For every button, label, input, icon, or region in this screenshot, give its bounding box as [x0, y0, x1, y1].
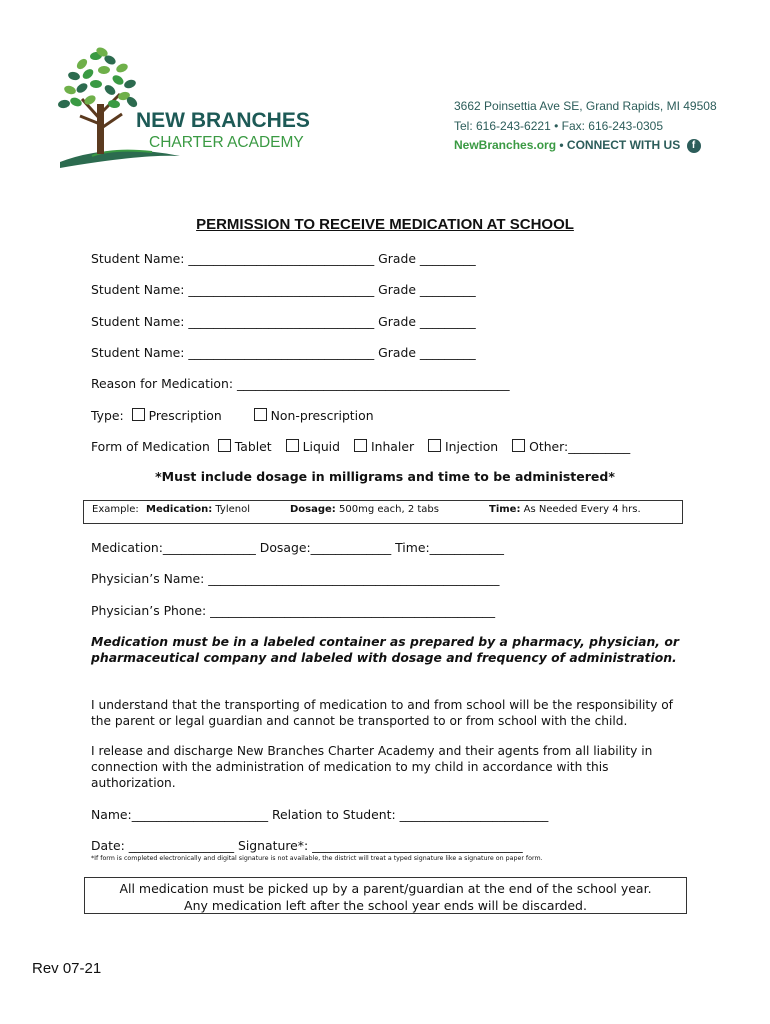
student-line-3[interactable]: Student Name: ______________________________ Grade _________	[91, 314, 476, 329]
example-time	[489, 504, 641, 515]
tablet-label: Tablet	[234, 439, 272, 454]
leaf-icon	[90, 80, 102, 88]
leaf-icon	[103, 83, 117, 97]
form-label: Form of Medication	[91, 439, 210, 454]
release-paragraph: I release and discharge New Branches Charter Academy and their agents from all liability in connection with the administration of medication to my child in accordance with this authorization.	[91, 744, 653, 790]
liquid-label: Liquid	[302, 439, 340, 454]
leaf-icon	[63, 84, 77, 95]
form-title: PERMISSION TO RECEIVE MEDICATION AT SCHOOL	[196, 216, 574, 233]
physician-name-line[interactable]: Physician’s Name: _______________________________________________	[91, 571, 500, 586]
dosage-note: *Must include dosage in milligrams and time to be administered*	[155, 469, 615, 484]
prescription-checkbox[interactable]	[132, 408, 145, 421]
leaf-icon	[81, 67, 95, 81]
reason-line[interactable]: Reason for Medication: ____________________________________________	[91, 376, 510, 391]
phone-fax: Tel: 616-243-6221 • Fax: 616-243-0305	[454, 119, 664, 133]
leaf-icon	[67, 71, 80, 81]
student-line-1[interactable]: Student Name: ______________________________ Grade _________	[91, 251, 476, 266]
pickup-notice-line-1: All medication must be picked up by a parent/guardian at the end of the school year.	[119, 881, 652, 896]
type-row	[91, 408, 374, 423]
example-time-value: As Needed Every 4 hrs.	[520, 504, 641, 515]
type-label: Type:	[91, 408, 124, 423]
other-label[interactable]: Other:__________	[529, 439, 631, 454]
leaf-icon	[123, 78, 137, 89]
leaf-icon	[115, 62, 129, 74]
injection-checkbox[interactable]	[428, 439, 441, 452]
example-time-label: Time:	[489, 504, 521, 515]
pickup-notice-line-2: Any medication left after the school year ends will be discarded.	[184, 898, 587, 913]
medication-dosage-time-line[interactable]: Medication:_______________ Dosage:_____________ Time:____________	[91, 540, 504, 555]
example-box	[83, 500, 683, 524]
non-prescription-checkbox[interactable]	[254, 408, 267, 421]
signature-footnote: *If form is completed electronically and digital signature is not available, the district will treat a typed signature like a signature on paper form.	[91, 855, 543, 862]
leaf-icon	[57, 99, 70, 109]
example-med-value: Tylenol	[212, 504, 251, 515]
address: 3662 Poinsettia Ave SE, Grand Rapids, MI 49508	[454, 99, 717, 113]
leaf-icon	[111, 73, 125, 86]
liquid-checkbox[interactable]	[286, 439, 299, 452]
example-dosage	[290, 504, 439, 515]
example-medication	[146, 504, 250, 515]
inhaler-checkbox[interactable]	[354, 439, 367, 452]
student-line-4[interactable]: Student Name: ______________________________ Grade _________	[91, 345, 476, 360]
prescription-label: Prescription	[148, 408, 222, 423]
example-dose-label: Dosage:	[290, 504, 336, 515]
physician-phone-line[interactable]: Physician’s Phone: ______________________________________________	[91, 603, 496, 618]
example-prefix: Example:	[92, 504, 139, 515]
injection-label: Injection	[445, 439, 499, 454]
leaf-icon	[75, 81, 89, 94]
transport-paragraph: I understand that the transporting of medication to and from school will be the responsibility of the parent or legal guardian and cannot be transported to or from school with the child.	[91, 698, 673, 728]
tablet-checkbox[interactable]	[218, 439, 231, 452]
example-med-label: Medication:	[146, 504, 213, 515]
example-dose-value: 500mg each, 2 tabs	[335, 504, 439, 515]
pickup-notice-box	[84, 877, 687, 914]
facebook-icon[interactable]: f	[687, 139, 701, 153]
non-prescription-label: Non-prescription	[270, 408, 374, 423]
brand-subtitle: CHARTER ACADEMY	[149, 134, 304, 151]
leaf-icon	[75, 57, 89, 71]
leaf-icon	[108, 99, 121, 108]
student-line-2[interactable]: Student Name: ______________________________ Grade _________	[91, 282, 476, 297]
website-link[interactable]: NewBranches.org	[454, 138, 557, 152]
website-line	[454, 138, 701, 153]
leaf-icon	[69, 96, 83, 108]
leaf-icon	[98, 66, 110, 75]
connect-text: • CONNECT WITH US	[556, 138, 681, 152]
inhaler-label: Inhaler	[370, 439, 415, 454]
container-notice: Medication must be in a labeled container as prepared by a pharmacy, physician, or pharmaceutical company and labeled with dosage and frequency of administration.	[91, 634, 679, 665]
other-checkbox[interactable]	[512, 439, 525, 452]
name-relation-line[interactable]: Name:______________________ Relation to Student: ________________________	[91, 807, 549, 822]
date-signature-line[interactable]: Date: _________________ Signature*: __________________________________	[91, 838, 523, 853]
form-of-medication-row	[91, 439, 630, 454]
brand-name: NEW BRANCHES	[136, 109, 310, 132]
revision-label: Rev 07-21	[32, 960, 102, 977]
